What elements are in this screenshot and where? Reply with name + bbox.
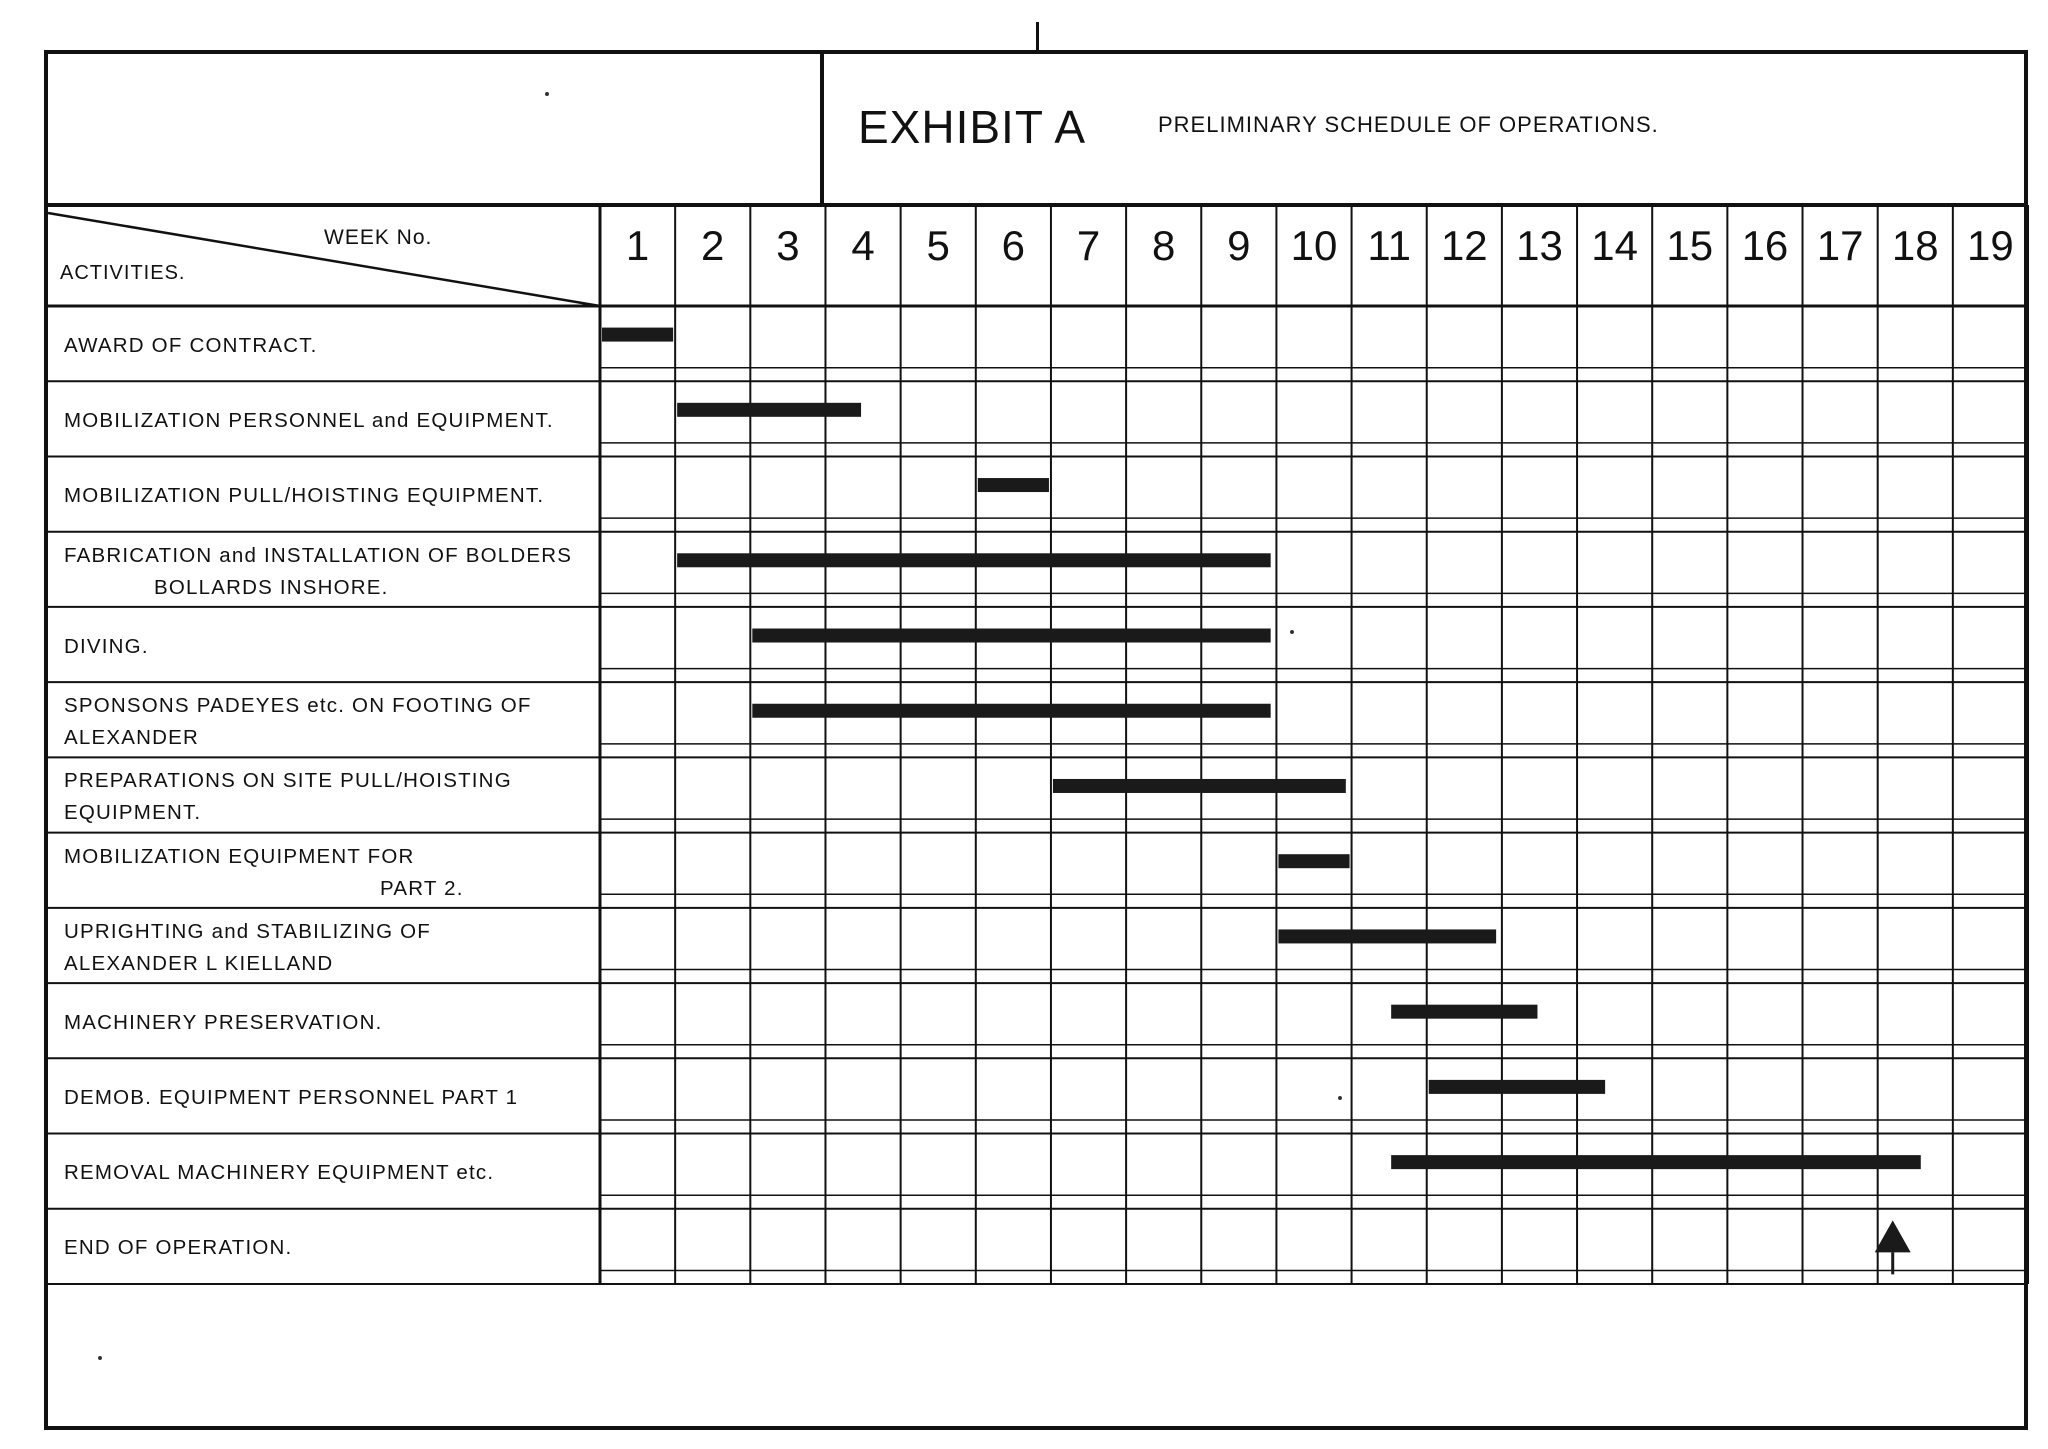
page-title: EXHIBIT A — [858, 101, 1087, 153]
activity-label: MACHINERY PRESERVATION. — [64, 1010, 383, 1034]
week-number: 8 — [1151, 222, 1176, 269]
week-number: 9 — [1227, 222, 1251, 269]
week-number: 6 — [1001, 222, 1026, 269]
activity-label-continued: ALEXANDER — [64, 726, 199, 750]
week-number: 15 — [1666, 222, 1714, 269]
scan-speck — [1338, 1096, 1342, 1100]
week-number: 14 — [1591, 222, 1638, 269]
activity-label: END OF OPERATION. — [64, 1236, 293, 1260]
schedule-bar — [978, 478, 1049, 492]
schedule-bar — [752, 704, 1270, 718]
week-number-label: WEEK No. — [324, 226, 433, 249]
week-number: 11 — [1367, 222, 1411, 269]
activity-label: AWARD OF CONTRACT. — [64, 333, 318, 357]
week-number: 13 — [1516, 222, 1563, 269]
activity-label: UPRIGHTING and STABILIZING OF — [64, 919, 432, 943]
week-number: 4 — [851, 222, 875, 269]
activity-label: DIVING. — [64, 634, 149, 658]
week-number: 10 — [1290, 222, 1338, 269]
activity-label: MOBILIZATION PERSONNEL and EQUIPMENT. — [64, 408, 554, 432]
week-number: 2 — [701, 222, 725, 269]
activity-label: FABRICATION and INSTALLATION OF BOLDERS — [64, 543, 573, 567]
activity-label: DEMOB. EQUIPMENT PERSONNEL PART 1 — [64, 1085, 519, 1109]
week-number: 18 — [1891, 222, 1939, 269]
week-number: 5 — [926, 222, 950, 269]
scan-speck — [1290, 630, 1294, 634]
schedule-bar — [1278, 854, 1349, 868]
scan-speck — [98, 1356, 102, 1360]
schedule-bar — [1278, 929, 1496, 943]
activity-label-continued: EQUIPMENT. — [64, 801, 202, 825]
schedule-bar — [677, 553, 1271, 567]
scan-speck — [545, 92, 549, 96]
schedule-bar — [602, 328, 673, 342]
week-number: 17 — [1816, 222, 1864, 269]
week-number: 7 — [1076, 222, 1101, 269]
week-number: 3 — [776, 222, 800, 269]
activity-label-continued: ALEXANDER L KIELLAND — [64, 951, 334, 975]
week-number: 1 — [625, 222, 650, 269]
activity-label: REMOVAL MACHINERY EQUIPMENT etc. — [64, 1161, 495, 1185]
activity-label-continued: PART 2. — [380, 876, 464, 900]
schedule-bar — [1053, 779, 1346, 793]
schedule-bar — [1429, 1080, 1605, 1094]
week-number: 19 — [1967, 222, 2014, 269]
schedule-bar — [752, 629, 1270, 643]
week-number: 12 — [1440, 222, 1488, 269]
week-number: 16 — [1741, 222, 1789, 269]
milestone-arrow — [1875, 1220, 1911, 1252]
activity-label: MOBILIZATION PULL/HOISTING EQUIPMENT. — [64, 484, 545, 508]
schedule-bar — [1391, 1005, 1537, 1019]
activity-label: SPONSONS PADEYES etc. ON FOOTING OF — [64, 694, 532, 718]
activity-label: PREPARATIONS ON SITE PULL/HOISTING — [64, 769, 512, 793]
page-subtitle: PRELIMINARY SCHEDULE OF OPERATIONS. — [1158, 112, 1659, 137]
schedule-bar — [677, 403, 861, 417]
schedule-bar — [1391, 1155, 1921, 1169]
activities-label: ACTIVITIES. — [60, 262, 186, 284]
activity-label-continued: BOLLARDS INSHORE. — [154, 575, 389, 599]
activity-label: MOBILIZATION EQUIPMENT FOR — [64, 844, 415, 868]
